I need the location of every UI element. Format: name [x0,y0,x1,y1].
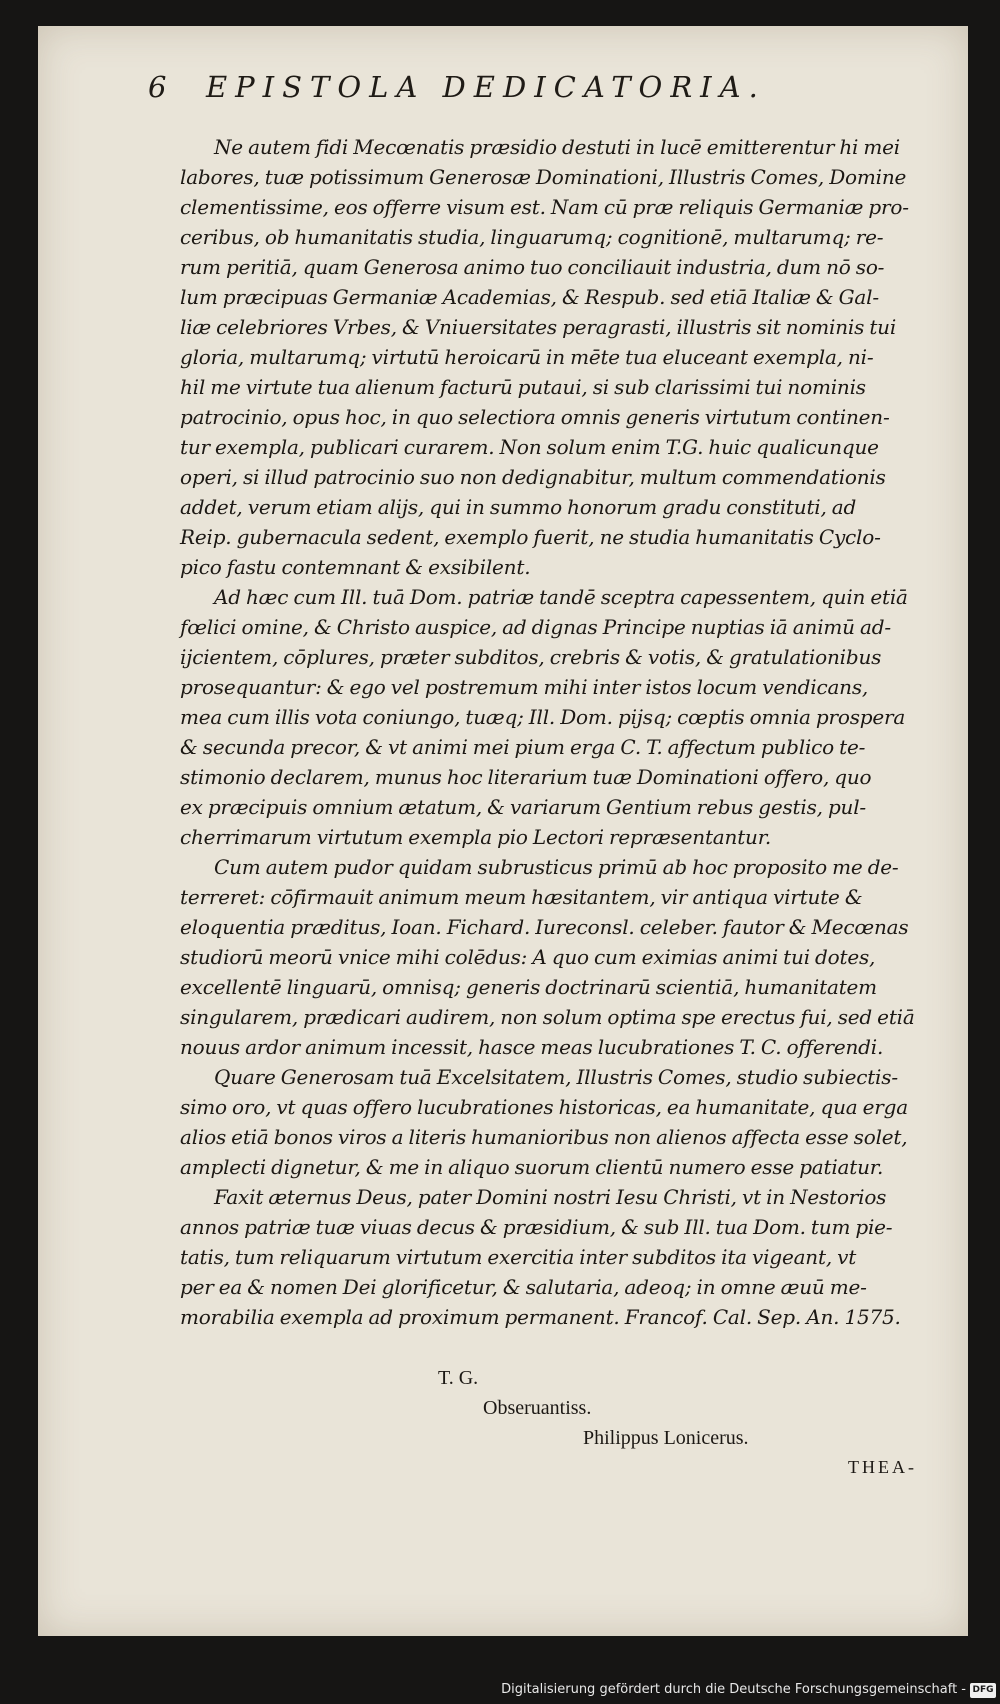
text-line: hil me virtute tua alienum facturū putaui, si sub clarissimi tui nominis [180,375,866,399]
text-line: Ad hæc cum Ill. tuā Dom. patriæ tandē sceptra capessentem, quin etiā [214,585,908,609]
text-line: clementissime, eos offerre visum est. Nam cū præ reliquis Germaniæ pro- [180,195,909,219]
text-line: operi, si illud patrocinio suo non dedignabitur, multum commendationis [180,465,886,489]
author-signature: Philippus Lonicerus. [583,1427,749,1449]
footer-bar [0,1680,1000,1704]
text-line: labores, tuæ potissimum Generosæ Dominationi, Illustris Comes, Domine [180,165,907,189]
dedication-initials: T. G. [438,1367,479,1389]
running-header [148,70,868,110]
text-line: tatis, tum reliquarum virtutum exercitia inter subditos ita vigeant, vt [180,1245,857,1269]
running-title: EPISTOLA DEDICATORIA. [206,70,766,104]
text-line: lum præcipuas Germaniæ Academias, & Respub. sed etiā Italiæ & Gal- [180,285,879,309]
text-line: excellentē linguarū, omnisq; generis doctrinarū scientiā, humanitatem [180,975,877,999]
text-line: tur exempla, publicari curarem. Non solum enim T.G. huic qualicunque [180,435,879,459]
text-line: simo oro, vt quas offero lucubrationes historicas, ea humanitate, qua erga [180,1095,908,1119]
text-line: annos patriæ tuæ viuas decus & præsidium, & sub Ill. tua Dom. tum pie- [180,1215,893,1239]
closing-salutation: Obseruantiss. [483,1397,592,1419]
text-line: patrocinio, opus hoc, in quo selectiora omnis generis virtutum continen- [180,405,890,429]
text-line: fœlici omine, & Christo auspice, ad dignas Principe nuptias iā animū ad- [180,615,891,639]
text-line: cherrimarum virtutum exempla pio Lectori repræsentantur. [180,825,772,849]
digitization-credit: Digitalisierung gefördert durch die Deutsche Forschungsgemeinschaft - [501,1682,966,1697]
body-text [180,132,935,1332]
page-number: 6 [148,70,167,104]
text-line: Reip. gubernacula sedent, exemplo fuerit, ne studia humanitatis Cyclo- [180,525,881,549]
text-line: rum peritiā, quam Generosa animo tuo conciliauit industria, dum nō so- [180,255,885,279]
text-line: terreret: cōfirmauit animum meum hæsitantem, vir antiqua virtute & [180,885,863,909]
text-line: stimonio declarem, munus hoc literarium tuæ Dominationi offero, quo [180,765,872,789]
text-line: prosequantur: & ego vel postremum mihi inter istos locum vendicans, [180,675,869,699]
text-line: studiorū meorū vnice mihi colēdus: A quo cum eximias animi tui dotes, [180,945,876,969]
text-line: singularem, prædicari audirem, non solum optima spe erectus fui, sed etiā [180,1005,915,1029]
text-line: Quare Generosam tuā Excelsitatem, Illustris Comes, studio subiectis- [214,1065,898,1089]
dfg-logo-badge: DFG [970,1683,996,1698]
text-line: morabilia exempla ad proximum permanent. Francof. Cal. Sep. An. 1575. [180,1305,901,1329]
text-line: ex præcipuis omnium ætatum, & variarum Gentium rebus gestis, pul- [180,795,866,819]
text-line: eloquentia præditus, Ioan. Fichard. Iureconsl. celeber. fautor & Mecœnas [180,915,909,939]
text-line: Faxit æternus Deus, pater Domini nostri Iesu Christi, vt in Nestorios [214,1185,887,1209]
text-line: amplecti dignetur, & me in aliquo suorum clientū numero esse patiatur. [180,1155,884,1179]
text-line: ceribus, ob humanitatis studia, linguarumq; cognitionē, multarumq; re- [180,225,884,249]
text-line: Cum autem pudor quidam subrusticus primū ab hoc proposito me de- [214,855,899,879]
text-line: addet, verum etiam alijs, qui in summo honorum gradu constituti, ad [180,495,857,519]
text-line: mea cum illis vota coniungo, tuæq; Ill. Dom. pijsq; cœptis omnia prospera [180,705,906,729]
text-line: nouus ardor animum incessit, hasce meas lucubrationes T. C. offerendi. [180,1035,884,1059]
text-line: & secunda precor, & vt animi mei pium erga C. T. affectum publico te- [180,735,866,759]
text-line: gloria, multarumq; virtutū heroicarū in mēte tua eluceant exempla, ni- [180,345,874,369]
text-line: per ea & nomen Dei glorificetur, & salutaria, adeoq; in omne æuū me- [180,1275,867,1299]
text-line: Ne autem fidi Mecœnatis præsidio destuti in lucē emitterentur hi mei [214,135,900,159]
text-line: pico fastu contemnant & exsibilent. [180,555,531,579]
text-line: alios etiā bonos viros a literis humanioribus non alienos affecta esse solet, [180,1125,908,1149]
text-line: liæ celebriores Vrbes, & Vniuersitates peragrasti, illustris sit nominis tui [180,315,897,339]
text-line: ijcientem, cōplures, præter subditos, crebris & votis, & gratulationibus [180,645,882,669]
catchword: THEA- [848,1457,917,1477]
